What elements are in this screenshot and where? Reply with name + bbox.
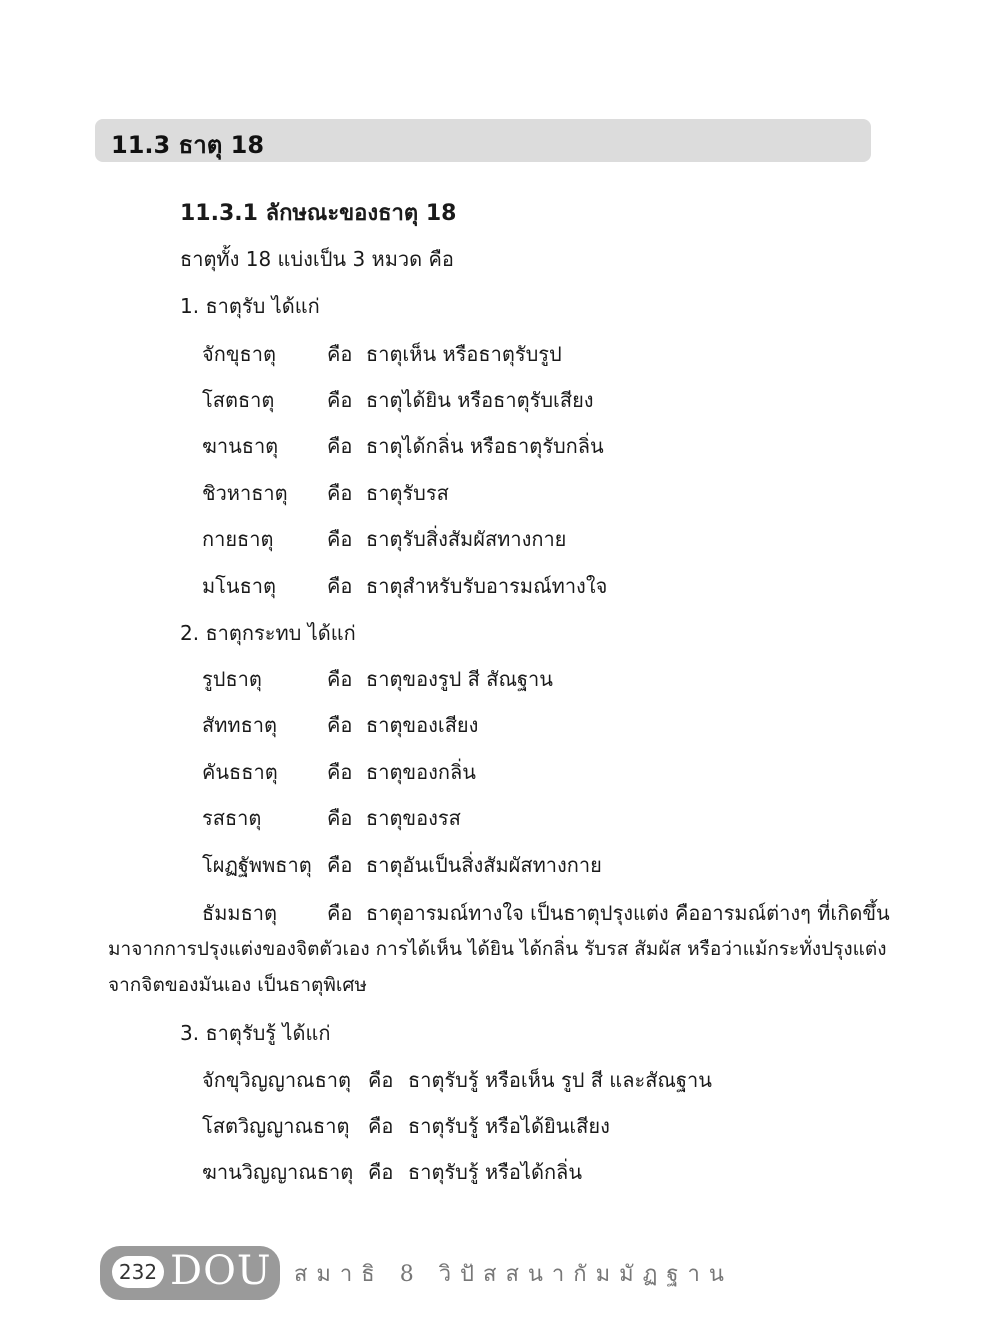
element-kue: คือ — [368, 1160, 394, 1184]
element-desc: ธาตุรับรู้ หรือเห็น รูป สี และสัณฐาน — [408, 1068, 712, 1092]
element-desc: ธาตุของกลิ่น — [366, 760, 476, 784]
element-kue: คือ — [327, 574, 353, 598]
element-kue: คือ — [368, 1068, 394, 1092]
element-kue: คือ — [368, 1114, 394, 1138]
element-kue: คือ — [327, 434, 353, 458]
element-kue: คือ — [327, 760, 353, 784]
element-term: รูปธาตุ — [202, 667, 262, 691]
dhamma-desc-line2: มาจากการปรุงแต่งของจิตตัวเอง การได้เห็น ได้ยิน ได้กลิ่น รับรส สัมผัส หรือว่าแม้กระทั่งปรุงแต่ง — [108, 938, 887, 960]
element-desc: ธาตุรับรู้ หรือได้กลิ่น — [408, 1160, 582, 1184]
element-term: จักขุวิญญาณธาตุ — [202, 1068, 352, 1092]
element-desc: ธาตุของรูป สี สัณฐาน — [366, 667, 553, 691]
element-term: โสตวิญญาณธาตุ — [202, 1114, 350, 1138]
element-term: ฆานวิญญาณธาตุ — [202, 1160, 354, 1184]
element-desc: ธาตุสำหรับรับอารมณ์ทางใจ — [366, 574, 608, 598]
footer-badge — [100, 1246, 280, 1300]
group-heading-1: 1. ธาตุรับ ได้แก่ — [180, 294, 320, 318]
element-term: สัททธาตุ — [202, 713, 277, 737]
element-desc: ธาตุรับรู้ หรือได้ยินเสียง — [408, 1114, 610, 1138]
element-kue: คือ — [327, 853, 353, 877]
intro-text: ธาตุทั้ง 18 แบ่งเป็น 3 หมวด คือ — [180, 247, 454, 271]
element-term: โสตธาตุ — [202, 388, 275, 412]
element-desc: ธาตุรับรส — [366, 481, 449, 505]
section-title: 11.3 ธาตุ 18 — [111, 131, 265, 159]
element-term: ชิวหาธาตุ — [202, 481, 288, 505]
section-header-bar — [95, 119, 871, 162]
dou-logo: DOU — [170, 1248, 272, 1294]
element-kue: คือ — [327, 342, 353, 366]
element-term: จักขุธาตุ — [202, 342, 276, 366]
element-kue: คือ — [327, 388, 353, 412]
element-desc: ธาตุของรส — [366, 806, 461, 830]
element-desc: ธาตุได้กลิ่น หรือธาตุรับกลิ่น — [366, 434, 604, 458]
element-desc: ธาตุได้ยิน หรือธาตุรับเสียง — [366, 388, 594, 412]
element-desc: ธาตุเห็น หรือธาตุรับรูป — [366, 342, 562, 366]
element-desc: ธาตุอันเป็นสิ่งสัมผัสทางกาย — [366, 853, 602, 877]
element-term: โผฏฐัพพธาตุ — [202, 853, 312, 877]
page-number: 232 — [112, 1256, 164, 1288]
group-heading-3: 3. ธาตุรับรู้ ได้แก่ — [180, 1021, 331, 1045]
element-desc: ธาตุรับสิ่งสัมผัสทางกาย — [366, 527, 567, 551]
dhamma-kue: คือ — [327, 901, 353, 925]
element-kue: คือ — [327, 667, 353, 691]
book-title: สมาธิ 8 วิปัสสนากัมมัฏฐาน — [294, 1262, 733, 1287]
group-heading-2: 2. ธาตุกระทบ ได้แก่ — [180, 621, 356, 645]
element-kue: คือ — [327, 527, 353, 551]
dhamma-term: ธัมมธาตุ — [202, 901, 277, 925]
element-term: รสธาตุ — [202, 806, 262, 830]
dhamma-desc-line3: จากจิตของมันเอง เป็นธาตุพิเศษ — [108, 974, 367, 996]
element-desc: ธาตุของเสียง — [366, 713, 479, 737]
subsection-title: 11.3.1 ลักษณะของธาตุ 18 — [180, 201, 457, 226]
element-kue: คือ — [327, 713, 353, 737]
element-term: ฆานธาตุ — [202, 434, 279, 458]
element-kue: คือ — [327, 806, 353, 830]
element-term: กายธาตุ — [202, 527, 274, 551]
element-term: คันธธาตุ — [202, 760, 278, 784]
dhamma-desc-line1: ธาตุอารมณ์ทางใจ เป็นธาตุปรุงแต่ง คืออารมณ์ต่างๆ ที่เกิดขึ้น — [366, 901, 890, 925]
element-kue: คือ — [327, 481, 353, 505]
element-term: มโนธาตุ — [202, 574, 277, 598]
